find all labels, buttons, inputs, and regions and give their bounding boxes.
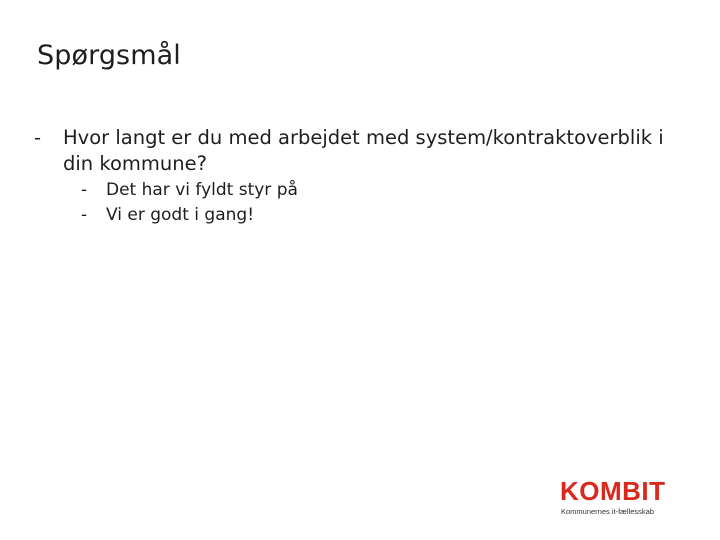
bullet-marker: - — [81, 205, 88, 225]
answer-text: Det har vi fyldt styr på — [106, 180, 298, 200]
question-text: Hvor langt er du med arbejdet med system/kontraktoverblik i din kommune? — [63, 126, 664, 175]
logo-wordmark: KOMBIT — [560, 476, 666, 506]
logo-tagline: Kommunernes it-fællesskab — [561, 507, 654, 516]
bullet-list — [34, 125, 694, 228]
kombit-logo — [560, 477, 680, 517]
slide-title: Spørgsmål — [37, 40, 181, 71]
answer-list — [34, 178, 694, 228]
question-bullet — [34, 125, 694, 177]
bullet-marker: - — [81, 180, 88, 200]
bullet-marker: - — [34, 126, 42, 149]
answer-text: Vi er godt i gang! — [106, 205, 255, 225]
answer-bullet — [81, 178, 694, 203]
answer-bullet — [81, 203, 694, 228]
